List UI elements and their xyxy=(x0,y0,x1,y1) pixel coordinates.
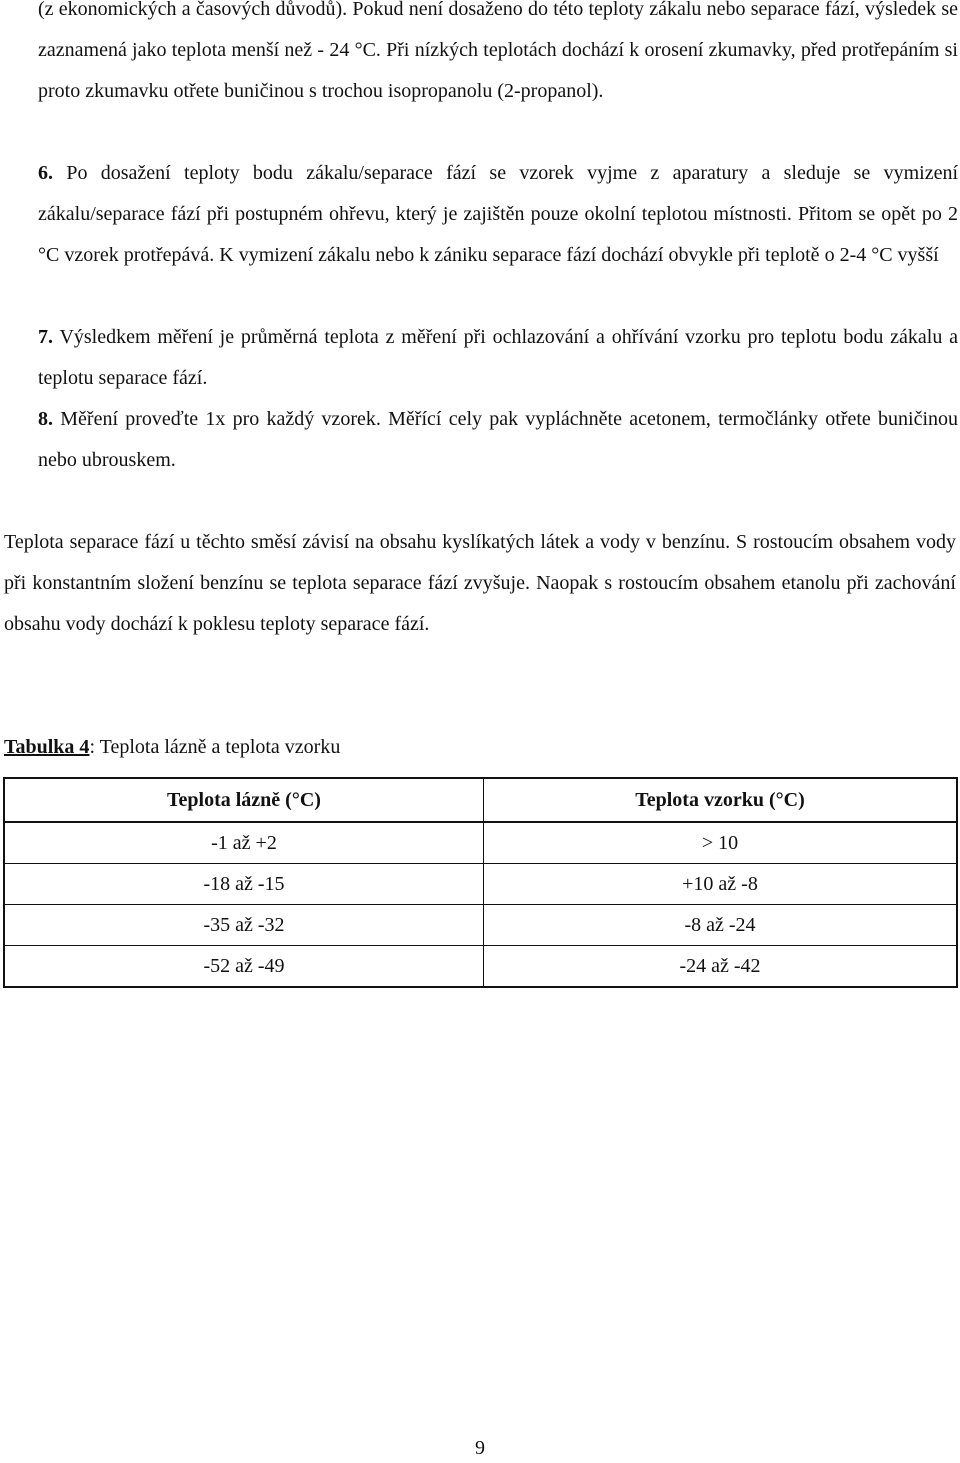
list-item-number: 7. xyxy=(38,326,53,348)
table-cell: > 10 xyxy=(484,822,958,864)
table-row xyxy=(4,864,957,905)
table-header-row xyxy=(4,778,957,822)
column-header-sample-temperature: Teplota vzorku (°C) xyxy=(484,778,958,822)
list-item-7 xyxy=(38,317,958,399)
paragraph-continuation: (z ekonomických a časových důvodů). Pokud není dosaženo do této teploty zákalu nebo separace fází, výsledek se zaznamená jako teplota menší než - 24 °C. Při nízkých teplotách dochází k orosení zkumavky, před protřepáním si proto zkumavku otřete buničinou s trochou isopropanolu (2-propanol). xyxy=(38,0,958,102)
table-caption-label: Tabulka 4 xyxy=(4,736,90,758)
table-cell: -52 až -49 xyxy=(4,946,484,988)
table-cell: -18 až -15 xyxy=(4,864,484,905)
table-row xyxy=(4,905,957,946)
column-header-bath-temperature: Teplota lázně (°C) xyxy=(4,778,484,822)
list-item-8 xyxy=(38,399,958,481)
body-paragraph: Teplota separace fází u těchto směsí závisí na obsahu kyslíkatých látek a vody v benzínu. S rostoucím obsahem vody při konstantním složení benzínu se teplota separace fází zvyšuje. Naopak s rostoucím obsahem etanolu při zachování obsahu vody dochází k poklesu teploty separace fází. xyxy=(4,531,956,635)
table-cell: -8 až -24 xyxy=(484,905,958,946)
table-cell: -35 až -32 xyxy=(4,905,484,946)
table-cell: -1 až +2 xyxy=(4,822,484,864)
page-number: 9 xyxy=(475,1437,485,1459)
list-item-text: Výsledkem měření je průměrná teplota z měření při ochlazování a ohřívání vzorku pro teplotu bodu zákalu a teplotu separace fází. xyxy=(38,326,959,389)
list-item-number: 6. xyxy=(38,162,53,184)
list-item-text: Po dosažení teploty bodu zákalu/separace fází se vzorek vyjme z aparatury a sleduje se vymizení zákalu/separace fází při postupném ohřevu, který je zajištěn pouze okolní teplotou místnosti. Přitom se opět po 2 °C vzorek protřepává. K vymizení zákalu nebo k zániku separace fází dochází obvykle při teplotě o 2-4 °C vyšší xyxy=(38,162,959,266)
table-cell: +10 až -8 xyxy=(484,864,958,905)
table-caption-text: : Teplota lázně a teplota vzorku xyxy=(89,736,341,758)
table-row xyxy=(4,946,957,988)
table-row xyxy=(4,822,957,864)
data-table xyxy=(3,777,958,988)
table-cell: -24 až -42 xyxy=(484,946,958,988)
list-item-number: 8. xyxy=(38,408,53,430)
list-item-6 xyxy=(38,153,958,276)
table-caption xyxy=(4,727,340,768)
list-item-text: Měření proveďte 1x pro každý vzorek. Měřící cely pak vypláchněte acetonem, termočlánky otřete buničinou nebo ubrouskem. xyxy=(38,408,959,471)
